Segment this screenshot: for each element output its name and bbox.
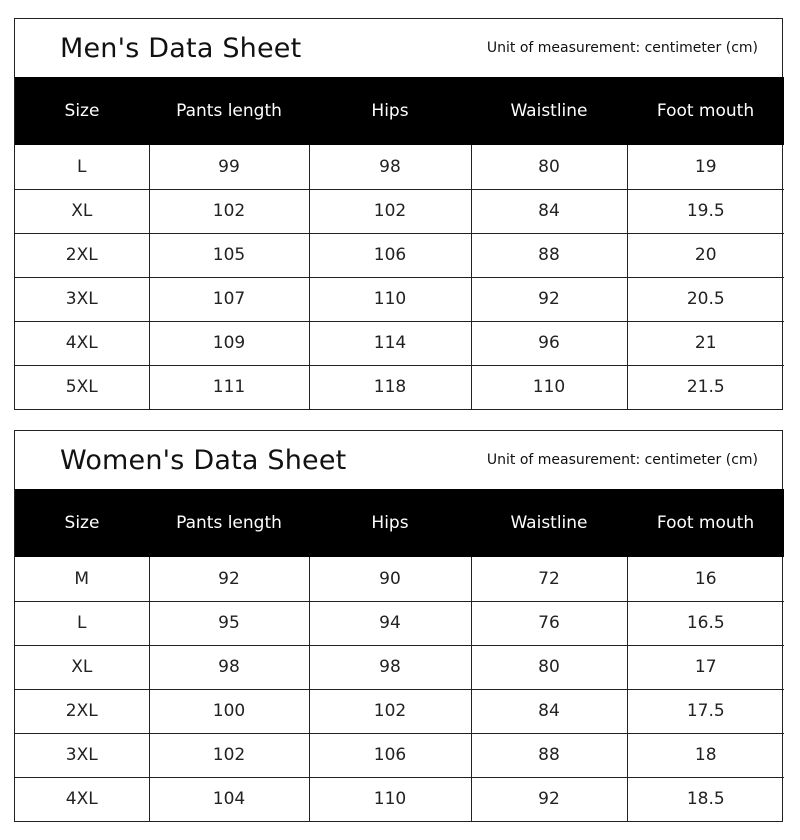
pants-length-cell: 99 — [149, 145, 309, 189]
waistline-cell: 88 — [471, 233, 627, 277]
waistline-cell: 110 — [471, 365, 627, 409]
size-cell: L — [15, 145, 149, 189]
size-cell: 5XL — [15, 365, 149, 409]
table-row — [15, 145, 784, 189]
table-row — [15, 321, 784, 365]
size-cell: XL — [15, 189, 149, 233]
foot-mouth-cell: 21 — [627, 321, 784, 365]
pants-length-cell: 107 — [149, 277, 309, 321]
column-header-pants-length: Pants length — [176, 513, 282, 533]
women-sheet-title: Women's Data Sheet — [60, 444, 347, 476]
hips-cell: 106 — [309, 733, 471, 777]
hips-cell: 110 — [309, 777, 471, 821]
waistline-cell: 72 — [471, 557, 627, 601]
men-sheet-header — [15, 19, 782, 77]
pants-length-cell: 102 — [149, 189, 309, 233]
foot-mouth-cell: 16 — [627, 557, 784, 601]
column-header-size: Size — [64, 513, 100, 533]
column-header-foot-mouth: Foot mouth — [656, 513, 755, 533]
hips-cell: 90 — [309, 557, 471, 601]
waistline-cell: 96 — [471, 321, 627, 365]
size-cell: M — [15, 557, 149, 601]
women-size-table — [15, 489, 784, 821]
size-cell: 3XL — [15, 277, 149, 321]
pants-length-cell: 95 — [149, 601, 309, 645]
table-row — [15, 233, 784, 277]
table-row — [15, 689, 784, 733]
size-cell: L — [15, 601, 149, 645]
column-header-pants-length: Pants length — [176, 101, 282, 121]
pants-length-cell: 109 — [149, 321, 309, 365]
column-header-foot-mouth: Foot mouth — [656, 101, 755, 121]
women-sheet-header — [15, 431, 782, 489]
foot-mouth-cell: 18.5 — [686, 789, 725, 810]
size-cell: XL — [15, 645, 149, 689]
table-row — [15, 645, 784, 689]
table-row — [15, 365, 784, 409]
table-row — [15, 733, 784, 777]
table-row — [15, 277, 784, 321]
foot-mouth-cell: 18 — [627, 733, 784, 777]
foot-mouth-cell: 16.5 — [627, 601, 784, 645]
pants-length-cell: 92 — [149, 557, 309, 601]
foot-mouth-cell: 20.5 — [627, 277, 784, 321]
foot-mouth-cell: 19 — [627, 145, 784, 189]
waistline-cell: 84 — [471, 689, 627, 733]
table-row — [15, 777, 784, 821]
pants-length-cell: 102 — [149, 733, 309, 777]
hips-cell: 98 — [309, 145, 471, 189]
hips-cell: 98 — [309, 645, 471, 689]
size-cell: 4XL — [15, 321, 149, 365]
foot-mouth-cell: 21.5 — [686, 377, 725, 398]
hips-cell: 110 — [309, 277, 471, 321]
men-sheet-title: Men's Data Sheet — [60, 32, 302, 64]
waistline-cell: 88 — [471, 733, 627, 777]
column-header-size: Size — [64, 101, 100, 121]
pants-length-cell: 111 — [149, 365, 309, 409]
hips-cell: 102 — [309, 189, 471, 233]
size-cell: 3XL — [15, 733, 149, 777]
hips-cell: 106 — [309, 233, 471, 277]
foot-mouth-cell: 19.5 — [627, 189, 784, 233]
waistline-cell: 80 — [471, 145, 627, 189]
column-header-hips: Hips — [371, 101, 409, 121]
table-row — [15, 557, 784, 601]
pants-length-cell: 100 — [149, 689, 309, 733]
waistline-cell: 84 — [471, 189, 627, 233]
foot-mouth-cell: 20 — [627, 233, 784, 277]
pants-length-cell: 98 — [149, 645, 309, 689]
hips-cell: 114 — [309, 321, 471, 365]
column-header-waistline: Waistline — [510, 513, 588, 533]
waistline-cell: 92 — [471, 277, 627, 321]
women-unit-note: Unit of measurement: centimeter (cm) — [486, 452, 758, 468]
table-row — [15, 189, 784, 233]
waistline-cell: 80 — [471, 645, 627, 689]
size-cell: 4XL — [15, 777, 149, 821]
table-header-row — [15, 489, 784, 557]
hips-cell: 102 — [309, 689, 471, 733]
table-row — [15, 601, 784, 645]
column-header-waistline: Waistline — [510, 101, 588, 121]
hips-cell: 118 — [309, 365, 471, 409]
column-header-hips: Hips — [371, 513, 409, 533]
size-cell: 2XL — [15, 233, 149, 277]
pants-length-cell: 105 — [149, 233, 309, 277]
foot-mouth-cell: 17 — [627, 645, 784, 689]
size-cell: 2XL — [15, 689, 149, 733]
table-header-row — [15, 77, 784, 145]
women-data-sheet — [14, 430, 783, 822]
waistline-cell: 92 — [471, 777, 627, 821]
pants-length-cell: 104 — [149, 777, 309, 821]
men-size-table — [15, 77, 784, 409]
foot-mouth-cell: 17.5 — [627, 689, 784, 733]
waistline-cell: 76 — [471, 601, 627, 645]
men-data-sheet — [14, 18, 783, 410]
men-unit-note: Unit of measurement: centimeter (cm) — [486, 40, 758, 56]
hips-cell: 94 — [309, 601, 471, 645]
